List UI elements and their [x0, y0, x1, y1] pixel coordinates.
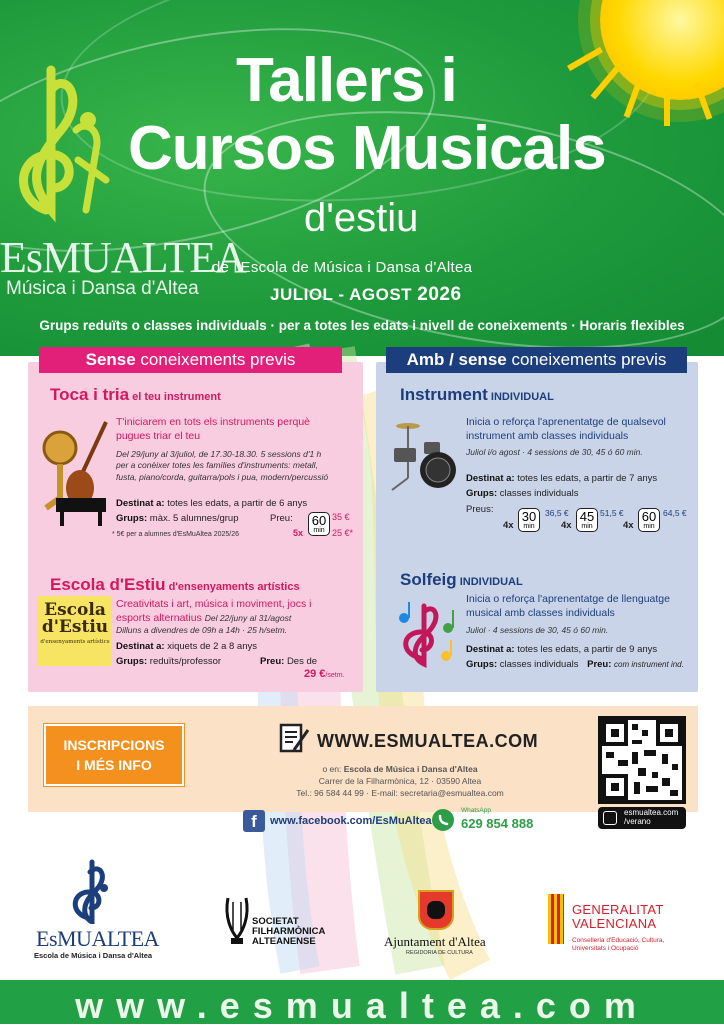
dates — [270, 284, 462, 306]
addr-street: Carrer de la Filharmònica, 12 · 03590 Altea — [318, 775, 482, 786]
music-notes-image — [390, 598, 462, 670]
solfeig-detail: Juliol · 4 sessions de 30, 45 ó 60 min. — [466, 625, 609, 635]
groups-label: Grups: — [116, 656, 148, 667]
escola-period: Del 22/juny al 31/agost — [204, 613, 292, 624]
escola-title-main: Escola d'Estiu — [50, 575, 166, 594]
price-value: 29 € — [304, 668, 326, 680]
generalitat-line1: GENERALITAT — [572, 902, 664, 917]
solfeig-title-small: INDIVIDUAL — [456, 576, 523, 588]
addr-contact: Tel.: 96 584 44 99 · E-mail: secretaria@esmualtea.com — [296, 787, 504, 798]
filharmonica-line1: SOCIETAT — [252, 916, 299, 927]
price-value: com instrument ind. — [614, 660, 684, 669]
escola-image-line1: Escola — [44, 600, 106, 620]
right-panel-header — [386, 347, 687, 373]
generalitat-name — [572, 903, 664, 932]
price-min-label: min — [313, 527, 325, 534]
left-header-bold: Sense — [85, 350, 136, 369]
address-block — [250, 764, 550, 800]
price-box — [638, 508, 660, 532]
filharmonica-lyre-icon — [222, 888, 252, 948]
price-min-label: min — [581, 523, 593, 530]
subtitle: de l'Escola de Música i Dansa d'Altea — [212, 259, 473, 276]
solfeig-audience — [466, 643, 657, 657]
qr-pattern — [602, 720, 682, 800]
price-box — [518, 508, 540, 532]
whatsapp-number[interactable]: 629 854 888 — [461, 816, 534, 831]
instrument-title-small: INDIVIDUAL — [487, 391, 554, 403]
toca-description: T'iniciarem en tots els instruments perquè pugues triar el teu — [116, 416, 311, 443]
toca-title-main: Toca i tria — [50, 385, 130, 404]
generalitat-conselleria — [572, 937, 664, 954]
escola-title-small: d'ensenyaments artístics — [165, 581, 300, 593]
filharmonica-line3: ALTEANENSE — [252, 935, 316, 947]
price-label: Preu: — [260, 656, 285, 667]
title-line-2: Cursos Musicals — [128, 114, 606, 183]
price-min-label: min — [643, 523, 655, 530]
title-line-3: d'estiu — [304, 196, 419, 240]
ajuntament-name: Ajuntament d'Altea — [384, 934, 486, 949]
groups-value: màx. 5 alumnes/grup — [149, 513, 239, 524]
price-minutes: 30 — [521, 509, 537, 524]
dest-label: Destinat a: — [116, 641, 165, 652]
escola-audience — [116, 640, 257, 654]
price-mult: 4x — [561, 520, 572, 531]
dest-value: totes les edats, a partir de 6 anys — [167, 498, 308, 509]
toca-note: * 5€ per a alumnes d'EsMuAltea 2025/26 — [112, 531, 240, 538]
inscripcions-line2: I MÉS INFO — [76, 756, 152, 773]
instrument-audience — [466, 472, 657, 486]
instrument-price-60 — [623, 508, 660, 533]
drum-kit-image — [382, 418, 462, 494]
footer-url[interactable]: www.esmualtea.com — [75, 985, 649, 1026]
instrument-groups — [466, 487, 578, 501]
ajuntament-sub: REGIDORIA DE CULTURA — [406, 950, 473, 956]
right-header-rest: coneixements previs — [506, 350, 667, 369]
dest-value: totes les edats, a partir de 7 anys — [517, 473, 658, 484]
dest-value: totes les edats, a partir de 9 anys — [517, 644, 658, 655]
instrument-price-45 — [561, 508, 598, 533]
escola-image-line2: d'Estiu — [41, 617, 109, 637]
right-header-bold: Amb / sense — [406, 350, 507, 369]
escola-detail: Dilluns a divendres de 09h a 14h · 25 h/setm. — [116, 625, 288, 635]
hero-banner — [0, 0, 724, 356]
instrument-price-label: Preus: — [466, 504, 494, 515]
solfeig-title-main: Solfeig — [400, 570, 457, 589]
escola-estiu-image — [38, 596, 112, 666]
toca-title — [50, 385, 221, 405]
addr-prefix: o en: — [322, 764, 344, 774]
dest-label: Destinat a: — [466, 644, 515, 655]
qr-code[interactable] — [598, 716, 686, 804]
generalitat-line3: Conselleria d'Educació, Cultura, — [572, 937, 665, 944]
price-unit: /setm. — [325, 672, 345, 679]
qr-url-line1: esmualtea.com — [624, 808, 679, 817]
toca-price-label: Preu: — [270, 513, 293, 524]
website-link[interactable]: WWW.ESMUALTEA.COM — [317, 731, 539, 751]
esmualtea-logo-text: EsMUALTEA — [0, 233, 247, 282]
price-box — [576, 508, 598, 532]
title-line-1: Tallers i — [236, 46, 457, 115]
toca-title-small: el teu instrument — [129, 391, 221, 403]
price-minutes: 60 — [311, 513, 327, 528]
price-min-label: min — [523, 523, 535, 530]
generalitat-flag-icon — [548, 894, 564, 944]
dates-year: 2026 — [417, 284, 462, 305]
toca-groups — [116, 512, 239, 526]
esmualtea-sponsor-sub: Escola de Música i Dansa d'Altea — [34, 951, 153, 960]
escola-desc-text: Creativitats i art, música i moviment, jocs i esports alternatius — [116, 598, 312, 625]
toca-price-box — [308, 512, 330, 536]
instrument-price-30-value: 36,5 € — [545, 508, 569, 518]
inscripcions-button[interactable] — [44, 724, 184, 786]
left-header-rest: coneixements previs — [135, 350, 296, 369]
toca-price-b: 25 €* — [332, 528, 354, 538]
qr-url-line2: /verano — [624, 816, 651, 826]
instrument-price-30 — [503, 508, 540, 533]
escola-price-value — [304, 668, 344, 680]
instrument-price-45-value: 51,5 € — [600, 508, 624, 518]
toca-detail: Del 29/juny al 3/juliol, de 17.30-18.30. 5 sessions d'1 h per a conèixer totes les famílies d'instruments: metall, fusta, piano/corda, guitarra/pols i pua, modern/percussió — [116, 449, 329, 482]
instrument-description: Inicia o reforça l'aprenentatge de qualsevol instrument amb classes individuals — [466, 416, 666, 443]
form-pen-icon — [278, 722, 310, 754]
groups-value: classes individuals — [499, 659, 579, 670]
solfeig-description: Inicia o reforça l'aprenentatge de llenguatge musical amb classes individuals — [466, 593, 670, 620]
escola-description — [116, 597, 336, 625]
groups-label: Grups: — [466, 488, 498, 499]
escola-title — [50, 575, 300, 595]
filharmonica-line2: FILHARMÒNICA — [252, 925, 326, 937]
tagline: Grups reduïts o classes individuals · per a totes les edats i nivell de coneixements · Horaris flexibles — [39, 318, 685, 333]
groups-value: reduïts/professor — [149, 656, 222, 667]
groups-value: classes individuals — [499, 488, 579, 499]
dest-value: xiquets de 2 a 8 anys — [167, 641, 258, 652]
facebook-link[interactable]: www.facebook.com/EsMuAltea — [270, 815, 432, 827]
price-mult: 4x — [503, 520, 514, 531]
price-mult: 4x — [623, 520, 634, 531]
esmualtea-logo-subtitle: Música i Dansa d'Altea — [6, 278, 199, 299]
price-label: Preu: — [587, 659, 612, 670]
escola-groups — [116, 655, 221, 669]
solfeig-groups-price — [466, 658, 684, 672]
dates-months: JULIOL - AGOST — [270, 285, 413, 304]
generalitat-line2: VALENCIANA — [572, 916, 657, 932]
phone-icon — [603, 811, 617, 825]
escola-image-line3: d'ensenyaments artístics — [40, 639, 110, 645]
inscripcions-line1: INSCRIPCIONS — [63, 737, 165, 753]
instruments-image — [36, 418, 116, 528]
price-minutes: 60 — [641, 509, 657, 524]
instrument-title-main: Instrument — [400, 385, 488, 404]
instrument-price-60-value: 64,5 € — [663, 508, 687, 518]
altea-coat-of-arms-icon — [418, 890, 454, 930]
instrument-title — [400, 385, 554, 405]
price-from: Des de — [286, 656, 318, 667]
qr-url-tag — [598, 807, 686, 829]
whatsapp-icon[interactable] — [432, 809, 454, 831]
esmualtea-sponsor-name: EsMUALTEA — [36, 926, 160, 951]
toca-audience — [116, 497, 336, 511]
toca-price-mult: 5x — [293, 528, 304, 538]
generalitat-line4: Universitats i Ocupació — [572, 945, 639, 953]
whatsapp-label: WhatsApp — [461, 807, 491, 814]
price-minutes: 45 — [579, 509, 595, 524]
addr-school-name: Escola de Música i Dansa d'Altea — [343, 764, 478, 774]
esmualtea-clef-logo-icon — [66, 858, 116, 924]
left-panel-header — [39, 347, 342, 373]
dest-label: Destinat a: — [466, 473, 515, 484]
groups-label: Grups: — [466, 659, 498, 670]
filharmonica-name — [252, 917, 325, 947]
solfeig-title — [400, 570, 523, 590]
groups-label: Grups: — [116, 513, 148, 524]
dest-label: Destinat a: — [116, 498, 165, 509]
facebook-icon[interactable]: f — [243, 810, 265, 832]
toca-price-a: 35 € — [332, 512, 350, 522]
treble-clef-dancer-icon — [6, 60, 116, 230]
instrument-detail: Juliol i/o agost · 4 sessions de 30, 45 ó 60 min. — [466, 447, 643, 457]
